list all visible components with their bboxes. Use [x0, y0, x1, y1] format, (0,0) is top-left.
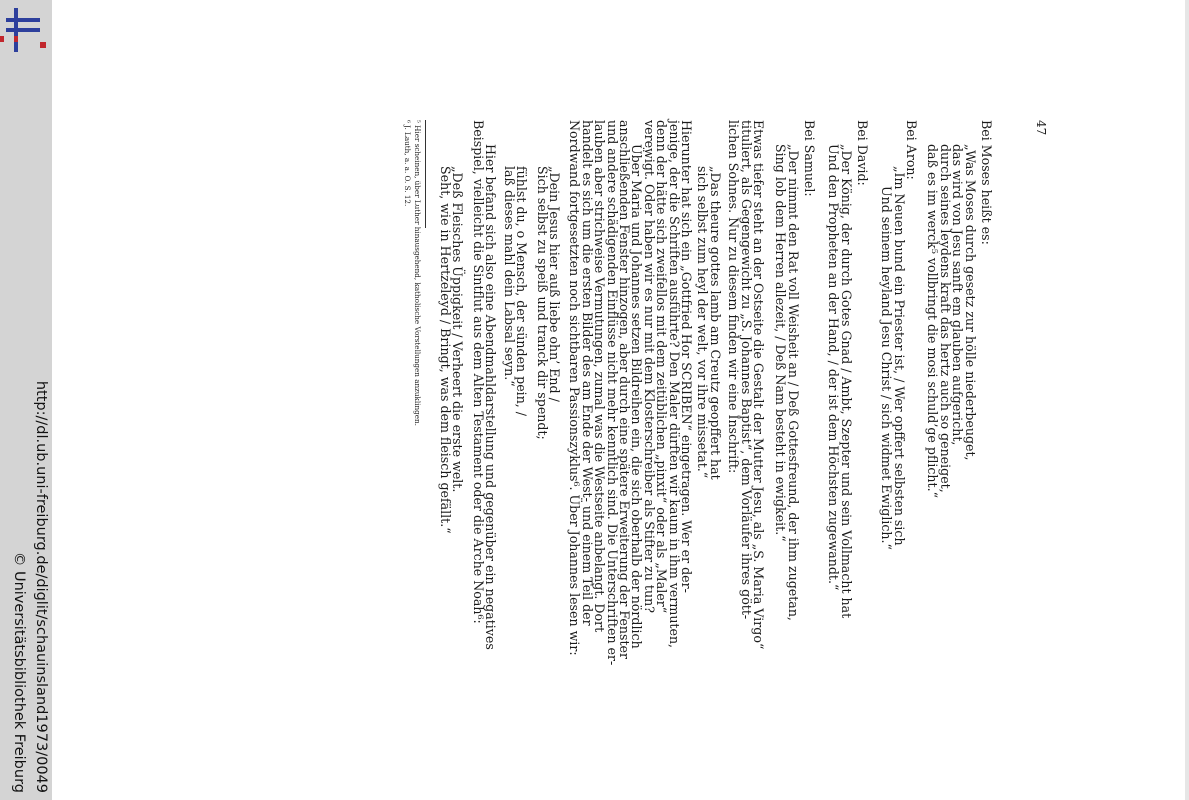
text-line: jenige, der die Schriften ausführte? Den Maler dürften wir kaum in ihm vermuten,	[666, 120, 682, 649]
text-line: Über Maria und Johannes setzen Bildreihen ein, die sich oberhalb der nördlich	[629, 144, 645, 649]
text-line: Bei Aron:	[904, 120, 919, 180]
footnotes	[402, 120, 422, 760]
david-block	[827, 120, 868, 760]
footnote: ⁵ Hier scheinen, über Luther hinausgehend, katholische Vorstellungen anzuklingen.	[413, 120, 422, 426]
text-line: lauben aber strichweise Vermutungen, zumal was die Westseite anbelangt. Dort	[592, 120, 608, 633]
text-line: fühlst du, o Mensch, der sünden pein, /	[514, 166, 530, 417]
text-line: Nordwand fortgesetzten noch sichtbaren Passionszyklus⁶. Über Johannes lesen wir:	[567, 120, 583, 656]
text-line: „Der König, der durch Gotes Gnad / Ambt, Szepter und sein Vollmacht hat	[838, 144, 854, 619]
text-line: laß dieses mahl dein Labsal seyn.“	[501, 166, 517, 387]
maria-paragraph	[696, 120, 764, 760]
text-line: verewigt. Oder haben wir es nur mit dem Klosterschreiber als Stifter zu tun?	[641, 120, 657, 613]
abendmahl-verse	[502, 120, 560, 760]
text-line: Bei David:	[855, 120, 870, 186]
copyright-notice: © Universitätsbibliothek Freiburg	[11, 551, 27, 793]
text-line: „Dein Jesus hier auß liebe ohn’ End /	[547, 166, 562, 402]
text-line: durch seines leydens kraft das hertz auch so geneiget,	[937, 144, 953, 493]
text-line: tituliert, als Gegengewicht zu „S. Johannes Baptist“, dem Vorläufer ihres gött-	[738, 120, 754, 620]
text-line: das wird von Jesu sanft em glauben aufgericht,	[950, 144, 966, 446]
text-line: „Im Neuen bund ein Priester ist, / Wer opffert selbsten sich	[891, 166, 907, 546]
scanned-page	[272, 120, 1048, 760]
footnote: ⁶ J. Lauth, a. a. O. S. 12.	[403, 120, 412, 207]
text-line: Sing lob dem Herren allezeit, / Deß Nam besteht in ewigkeit.“	[773, 144, 789, 542]
footnote-rule	[425, 120, 426, 228]
samuel-block	[774, 120, 815, 760]
text-line: Hierunter hat sich ein „Gottfried Hor SCRIBEN“ eingetragen. Wer er der-	[679, 120, 694, 593]
text-line: daß es im werck⁵ vollbringt die mosi schuld’ge pflicht.“	[925, 144, 941, 499]
text-line: Etwas tiefer steht an der Ostseite die Gestalt der Mutter Jesu, als „S. Maria Virgo“	[751, 120, 766, 650]
text-line: „Das theure gottes lamb am Creutz geopffert hat	[707, 166, 723, 480]
viewer-right-edge	[1185, 0, 1189, 800]
text-line: Bei Samuel:	[802, 120, 817, 197]
text-line: sich selbst zum heyl der welt, vor ihre missetat.“	[695, 166, 711, 479]
page-number: 47	[1034, 120, 1048, 136]
text-line: Hier befand sich also eine Abendmahldarstellung und gegenüber ein negatives	[483, 144, 498, 650]
viewer-sidebar	[0, 0, 52, 800]
text-line: handelt es sich um die ersten Bilder des am Ende der West- und einem Teil der	[579, 120, 595, 626]
text-line: Seht, wie in Hertzeleyd / Bringt, was dem fleisch gefällt.“	[437, 166, 453, 534]
aron-block	[880, 120, 917, 760]
text-line: denn der hätte sich zweifellos mit dem zeitüblichen „pinxit“ oder als „Maler“	[654, 120, 670, 614]
text-line: und andere schädigenden Einflüsse nicht mehr kenntlich sind. Die Unterschriften er-	[604, 120, 620, 666]
source-url[interactable]: http://dl.ub.uni-freiburg.de/diglit/schauinsland1973/0049	[33, 380, 49, 793]
text-line: Sich selbst zu speiß und tranck dir spendt;	[534, 166, 550, 440]
text-line: Und seinem heyland Jesu Christ / sich widmet Ewiglich.“	[879, 186, 895, 550]
text-line: „Der nimmt den Rat voll Weisheit an / Deß Gottesfreund, der ihm zugetan,	[785, 144, 801, 621]
text-line: Bei Moses heißt es:	[979, 120, 994, 245]
text-line: lichen Sohnes. Nur zu diesem finden wir eine Inschrift:	[726, 120, 742, 474]
text-line: „Deß Fleisches Üppigkeit / Verheert die erste welt.	[450, 166, 466, 493]
text-line: anschließenden Fenster hinzogen, aber durch eine spätere Erweiterung der Fenster	[617, 120, 633, 659]
page-content	[272, 120, 1048, 760]
sintflut-paragraph	[438, 120, 496, 760]
text-line: „Was Moses durch gesetz zur hölle niederbeuget,	[962, 144, 978, 461]
text-line: Und den Propheten an der Hand, / der ist dem Höchsten zugewandt.“	[826, 144, 842, 591]
hor-scriben-paragraph	[568, 120, 692, 760]
moses-block	[926, 120, 992, 760]
text-line: Beispiel, vielleicht die Sintflut aus dem Alten Testament oder die Arche Noah⁶:	[470, 120, 486, 624]
